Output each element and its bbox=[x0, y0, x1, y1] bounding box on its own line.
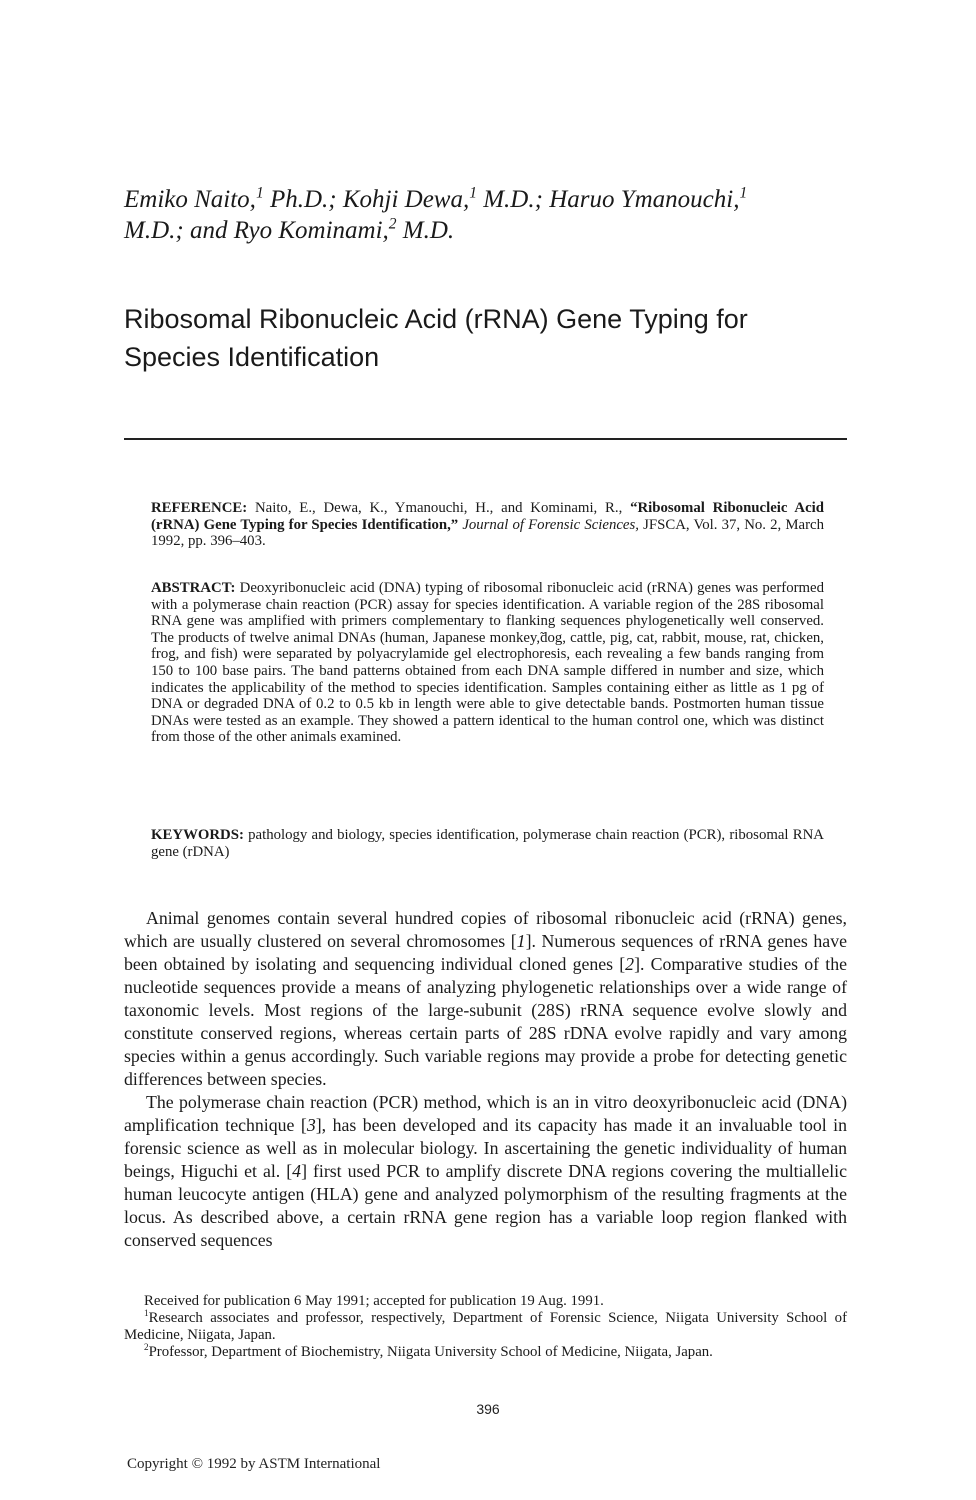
reference-authors: Naito, E., Dewa, K., Ymanouchi, H., and Kominami, R., bbox=[247, 500, 631, 516]
citation-ref: 3 bbox=[306, 1115, 316, 1135]
body-text-run: ], has been developed and its capacity has made it an invaluable tool in forensic science as well as in molecular biology. In ascertaining the genetic individuality of human beings, Higuchi et al. [ bbox=[124, 1115, 848, 1181]
author-ymanouchi: M.D.; Haruo Ymanouchi, bbox=[476, 186, 740, 213]
body-text-run: ]. Numerous sequences of rRNA genes have been obtained by isolating and sequencing individual cloned genes [ bbox=[124, 931, 847, 974]
citation-ref: 2 bbox=[625, 954, 635, 974]
paper-title bbox=[124, 300, 844, 376]
footnote-text: Professor, Department of Biochemistry, Niigata University School of Medicine, Niigata, Japan. bbox=[148, 1344, 713, 1360]
reference-article-title: “Ribosomal Ribonucleic Acid (rRNA) Gene Typing for Species Identification,” bbox=[151, 500, 824, 533]
body-text-run: Animal genomes contain several hundred copies of ribosomal ribonucleic acid (rRNA) genes, which are usually clustered on several chromosomes [ bbox=[124, 908, 847, 951]
abstract-label: ABSTRACT: bbox=[151, 580, 236, 596]
author-kominami: M.D.; and Ryo Kominami, bbox=[124, 217, 389, 244]
reference-journal: Journal of Forensic Sciences, bbox=[462, 516, 639, 533]
abstract-block bbox=[151, 580, 824, 746]
citation-ref: 4 bbox=[292, 1161, 302, 1181]
body-text-run: ]. Comparative studies of the nucleotide sequences provide a means of analyzing phylogenetic relationships over a wide range of taxonomic levels. Most regions of the large-subunit (28S) rRNA sequence evolve slowly and constitute conserved regions, whereas certain parts of 28S rDNA evolve rapidly and vary among species within a genus accordingly. Such variable regions may provide a probe for detecting genetic differences between species. bbox=[124, 954, 847, 1089]
affiliation-marker: 1 bbox=[739, 184, 748, 202]
body-text bbox=[124, 907, 847, 1252]
keywords-block bbox=[151, 827, 824, 860]
body-paragraph-1 bbox=[124, 907, 847, 1091]
keywords-label: KEYWORDS: bbox=[151, 827, 244, 843]
affiliation-marker: 1 bbox=[469, 184, 477, 202]
footnote-text: Research associates and professor, respectively, Department of Forensic Science, Niigata University School of Medicine, Niigata, Japan. bbox=[124, 1310, 847, 1343]
body-paragraph-2 bbox=[124, 1091, 847, 1252]
title-line-1: Ribosomal Ribonucleic Acid (rRNA) Gene Typing for bbox=[124, 304, 748, 334]
abstract-text: Deoxyribonucleic acid (DNA) typing of ribosomal ribonucleic acid (rRNA) genes was performed with a polymerase chain reaction (PCR) assay for species identification. A variable region of the 28S ribosomal RNA gene was amplified with primers complementary to flanking sequences phylogenetically well conserved. The products of twelve animal DNAs (human, Japanese monkey,̃dog, cattle, pig, cat, rabbit, mouse, rat, chicken, frog, and fish) were separated by polyacrylamide gel electrophoresis, each revealing a few bands ranging from 150 to 100 base pairs. The band patterns obtained from each DNA sample differed in number and size, which indicates the applicability of the method to species identification. Samples containing either as little as 1 pg of DNA or degraded DNA of 0.2 to 0.5 kb in length were able to give detectable bands. Postmorten human tissue DNAs were tested as an example. They showed a pattern identical to the human control one, which was distinct from those of the other animals examined. bbox=[151, 580, 824, 746]
footnote-marker: 1 bbox=[144, 1308, 149, 1319]
author-line-2 bbox=[124, 215, 844, 246]
footnote-marker: 2 bbox=[144, 1342, 149, 1353]
author-naito: Emiko Naito, bbox=[124, 186, 256, 213]
title-divider bbox=[124, 438, 847, 440]
body-text-run: ] first used PCR to amplify discrete DNA regions covering the multiallelic human leucocyte antigen (HLA) gene and analyzed polymorphism of the resulting fragments at the locus. As described above, a certain rRNA gene region has a variable loop region flanked with conserved sequences bbox=[124, 1161, 848, 1250]
author-list bbox=[124, 184, 844, 246]
reference-details: JFSCA, Vol. 37, No. 2, March 1992, pp. 396–403. bbox=[151, 516, 824, 550]
affiliation-marker: 1 bbox=[255, 184, 264, 202]
footnotes bbox=[124, 1293, 847, 1361]
reference-block bbox=[151, 500, 824, 550]
author-dewa: Ph.D.; Kohji Dewa, bbox=[263, 186, 470, 213]
reference-label: REFERENCE: bbox=[151, 500, 248, 516]
author-degree: M.D. bbox=[396, 217, 455, 244]
citation-ref: 1 bbox=[516, 931, 526, 951]
affiliation-marker: 2 bbox=[388, 215, 397, 233]
body-text-run: The polymerase chain reaction (PCR) method, which is an in vitro deoxyribonucleic acid (DNA) amplification technique [ bbox=[124, 1092, 847, 1135]
title-line-2: Species Identification bbox=[124, 342, 380, 372]
received-note: Received for publication 6 May 1991; accepted for publication 19 Aug. 1991. bbox=[144, 1293, 604, 1309]
keywords-text: pathology and biology, species identification, polymerase chain reaction (PCR), ribosomal RNA gene (rDNA) bbox=[151, 827, 824, 860]
footnote-2 bbox=[124, 1344, 847, 1361]
footnote-1 bbox=[124, 1310, 847, 1344]
page-number: 396 bbox=[476, 1401, 500, 1417]
copyright-notice: Copyright © 1992 by ASTM International bbox=[127, 1456, 381, 1472]
author-line-1 bbox=[124, 184, 844, 215]
